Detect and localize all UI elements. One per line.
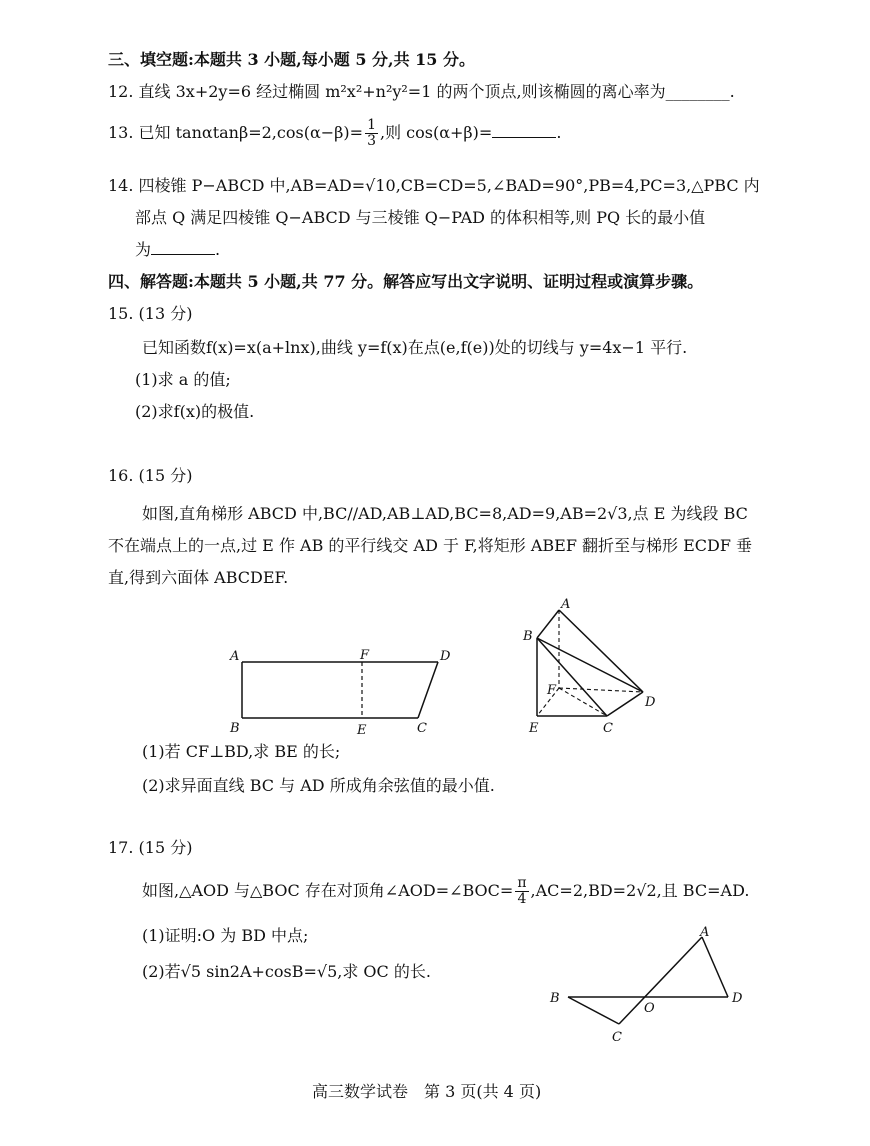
question-12: 12. 直线 3x+2y=6 经过椭圆 m²x²+n²y²=1 的两个顶点,则该椭圆的离心率为________. xyxy=(108,82,735,101)
label-F: F xyxy=(360,648,370,663)
question-16-stem-line1: 如图,直角梯形 ABCD 中,BC//AD,AB⊥AD,BC=8,AD=9,AB=2√3,点 E 为线段 BC xyxy=(142,504,748,523)
section-heading-solutions: 四、解答题:本题共 5 小题,共 77 分。解答应写出文字说明、证明过程或演算步骤。 xyxy=(108,272,704,291)
label-O: O xyxy=(644,1001,655,1016)
question-17-stem xyxy=(142,876,749,916)
label-D: D xyxy=(440,649,451,664)
q13-end: . xyxy=(556,123,562,142)
q14-end: . xyxy=(215,240,221,259)
question-17-part1: (1)证明:O 为 BD 中点; xyxy=(142,926,309,945)
question-15-part1: (1)求 a 的值; xyxy=(135,370,231,389)
label-C: C xyxy=(603,721,613,736)
question-16-number: 16. (15 分) xyxy=(108,466,193,485)
page-footer: 高三数学试卷 第 3 页(共 4 页) xyxy=(312,1082,542,1101)
edge-FD-hidden xyxy=(559,688,643,692)
label-C: C xyxy=(417,721,427,736)
label-A: A xyxy=(700,925,710,940)
label-A: A xyxy=(561,597,571,612)
question-16-stem-line2: 不在端点上的一点,过 E 作 AB 的平行线交 AD 于 F,将矩形 ABEF 翻折至与梯形 ECDF 垂 xyxy=(108,536,753,555)
q14-answer-blank xyxy=(151,240,215,255)
edge-BC xyxy=(537,638,607,716)
q13-answer-blank xyxy=(492,123,556,138)
segment-CA xyxy=(619,937,702,1024)
segment-CD xyxy=(418,662,438,718)
edge-AB xyxy=(537,610,559,638)
question-17-number: 17. (15 分) xyxy=(108,838,193,857)
question-14-line1: 14. 四棱锥 P−ABCD 中,AB=AD=√10,CB=CD=5,∠BAD=90°,PB=4,PC=3,△PBC 内 xyxy=(108,176,760,195)
label-C: C xyxy=(612,1030,622,1045)
trapezoid-figure xyxy=(220,640,480,740)
question-16-stem-line3: 直,得到六面体 ABCDEF. xyxy=(108,568,289,587)
question-14-line2: 部点 Q 满足四棱锥 Q−ABCD 与三棱锥 Q−PAD 的体积相等,则 PQ 长的最小值 xyxy=(135,208,706,227)
q13-frac-den: 3 xyxy=(367,133,376,149)
q17-frac-num: π xyxy=(517,875,527,891)
q17-stem-suffix: ,AC=2,BD=2√2,且 BC=AD. xyxy=(530,881,750,900)
q13-frac-num: 1 xyxy=(367,117,376,133)
label-B: B xyxy=(230,721,240,736)
question-15-part2: (2)求f(x)的极值. xyxy=(135,402,255,421)
label-D: D xyxy=(732,991,743,1006)
question-13 xyxy=(108,118,561,158)
edge-FC-hidden xyxy=(559,688,607,716)
question-14-line3 xyxy=(135,240,220,260)
section-heading-fill-in: 三、填空题:本题共 3 小题,每小题 5 分,共 15 分。 xyxy=(108,50,476,69)
edge-CD xyxy=(607,692,643,716)
q17-frac-den: 4 xyxy=(517,891,527,907)
label-E: E xyxy=(357,723,367,738)
label-D: D xyxy=(645,695,656,710)
label-B: B xyxy=(550,991,560,1006)
segment-BC xyxy=(568,997,619,1024)
hexahedron-figure xyxy=(515,592,675,742)
question-15-stem: 已知函数f(x)=x(a+lnx),曲线 y=f(x)在点(e,f(e))处的切线与 y=4x−1 平行. xyxy=(142,338,688,357)
edge-AD xyxy=(559,610,643,692)
q13-prefix: 13. 已知 tanαtanβ=2,cos(α−β)= xyxy=(108,123,364,142)
question-16-part1: (1)若 CF⊥BD,求 BE 的长; xyxy=(142,742,341,761)
question-15-number: 15. (13 分) xyxy=(108,304,193,323)
label-F: F xyxy=(547,683,557,698)
q13-fraction xyxy=(365,118,378,149)
q17-fraction xyxy=(515,876,528,907)
triangles-figure xyxy=(540,920,760,1050)
segment-AD xyxy=(702,937,728,997)
question-16-part2: (2)求异面直线 BC 与 AD 所成角余弦值的最小值. xyxy=(142,776,495,795)
label-E: E xyxy=(529,721,539,736)
q14-prefix: 为 xyxy=(135,240,152,259)
label-B: B xyxy=(523,629,533,644)
q13-suffix: ,则 cos(α+β)= xyxy=(379,123,493,142)
question-17-part2: (2)若√5 sin2A+cosB=√5,求 OC 的长. xyxy=(142,962,431,981)
q17-stem-prefix: 如图,△AOD 与△BOC 存在对顶角∠AOD=∠BOC= xyxy=(142,881,514,900)
label-A: A xyxy=(230,649,240,664)
